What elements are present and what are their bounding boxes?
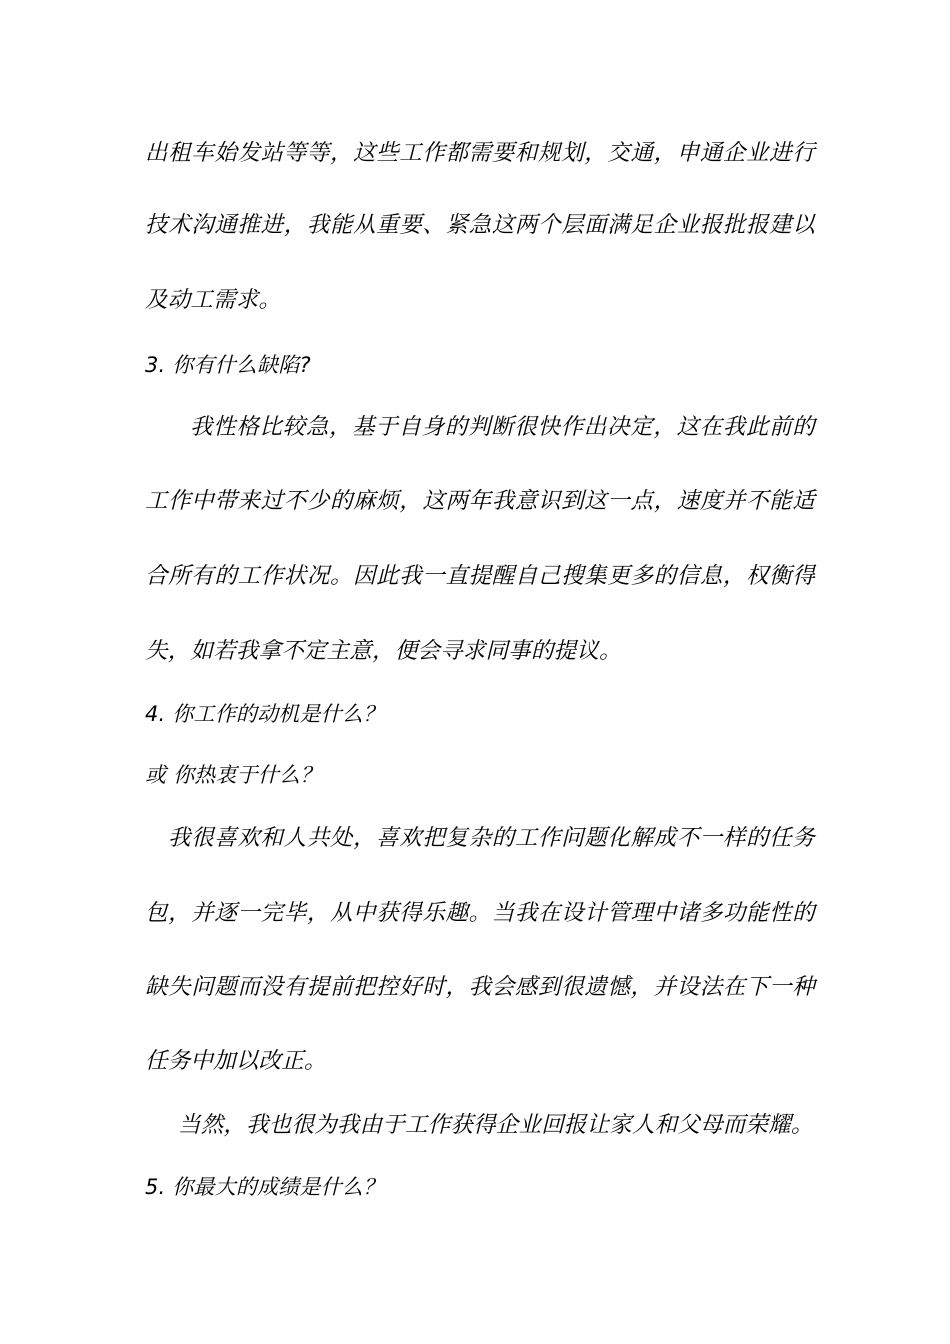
paragraph-line: 任务中加以改正。 (145, 1048, 327, 1074)
paragraph-line: 包，并逐一完毕，从中获得乐趣。当我在设计管理中诸多功能性的 (145, 900, 815, 926)
paragraph-line: 我性格比较急，基于自身的判断很快作出决定，这在我此前的 (190, 414, 815, 440)
paragraph-line: 当然，我也很为我由于工作获得企业回报让家人和父母而荣耀。 (178, 1112, 814, 1138)
paragraph-line: 失，如若我拿不定主意，便会寻求同事的提议。 (145, 638, 622, 664)
paragraph-line: 技术沟通推进，我能从重要、紧急这两个层面满足企业报批报建以 (145, 212, 815, 238)
question-heading: 或 你热衷于什么？ (145, 763, 322, 787)
paragraph-line: 缺失问题而没有提前把控好时，我会感到很遗憾，并设法在下一种 (145, 974, 815, 1000)
paragraph-line: 我很喜欢和人共处，喜欢把复杂的工作问题化解成不一样的任务 (168, 825, 815, 851)
question-heading: 4. 你工作的动机是什么？ (145, 702, 385, 726)
paragraph-line: 出租车始发站等等，这些工作都需要和规划，交通，申通企业进行 (145, 140, 815, 166)
paragraph-line: 及动工需求。 (145, 287, 282, 313)
question-heading: 5. 你最大的成绩是什么？ (145, 1175, 385, 1199)
paragraph-line: 工作中带来过不少的麻烦，这两年我意识到这一点，速度并不能适 (145, 488, 815, 514)
question-heading: 3. 你有什么缺陷? (145, 353, 311, 377)
paragraph-line: 合所有的工作状况。因此我一直提醒自己搜集更多的信息，权衡得 (145, 563, 815, 589)
